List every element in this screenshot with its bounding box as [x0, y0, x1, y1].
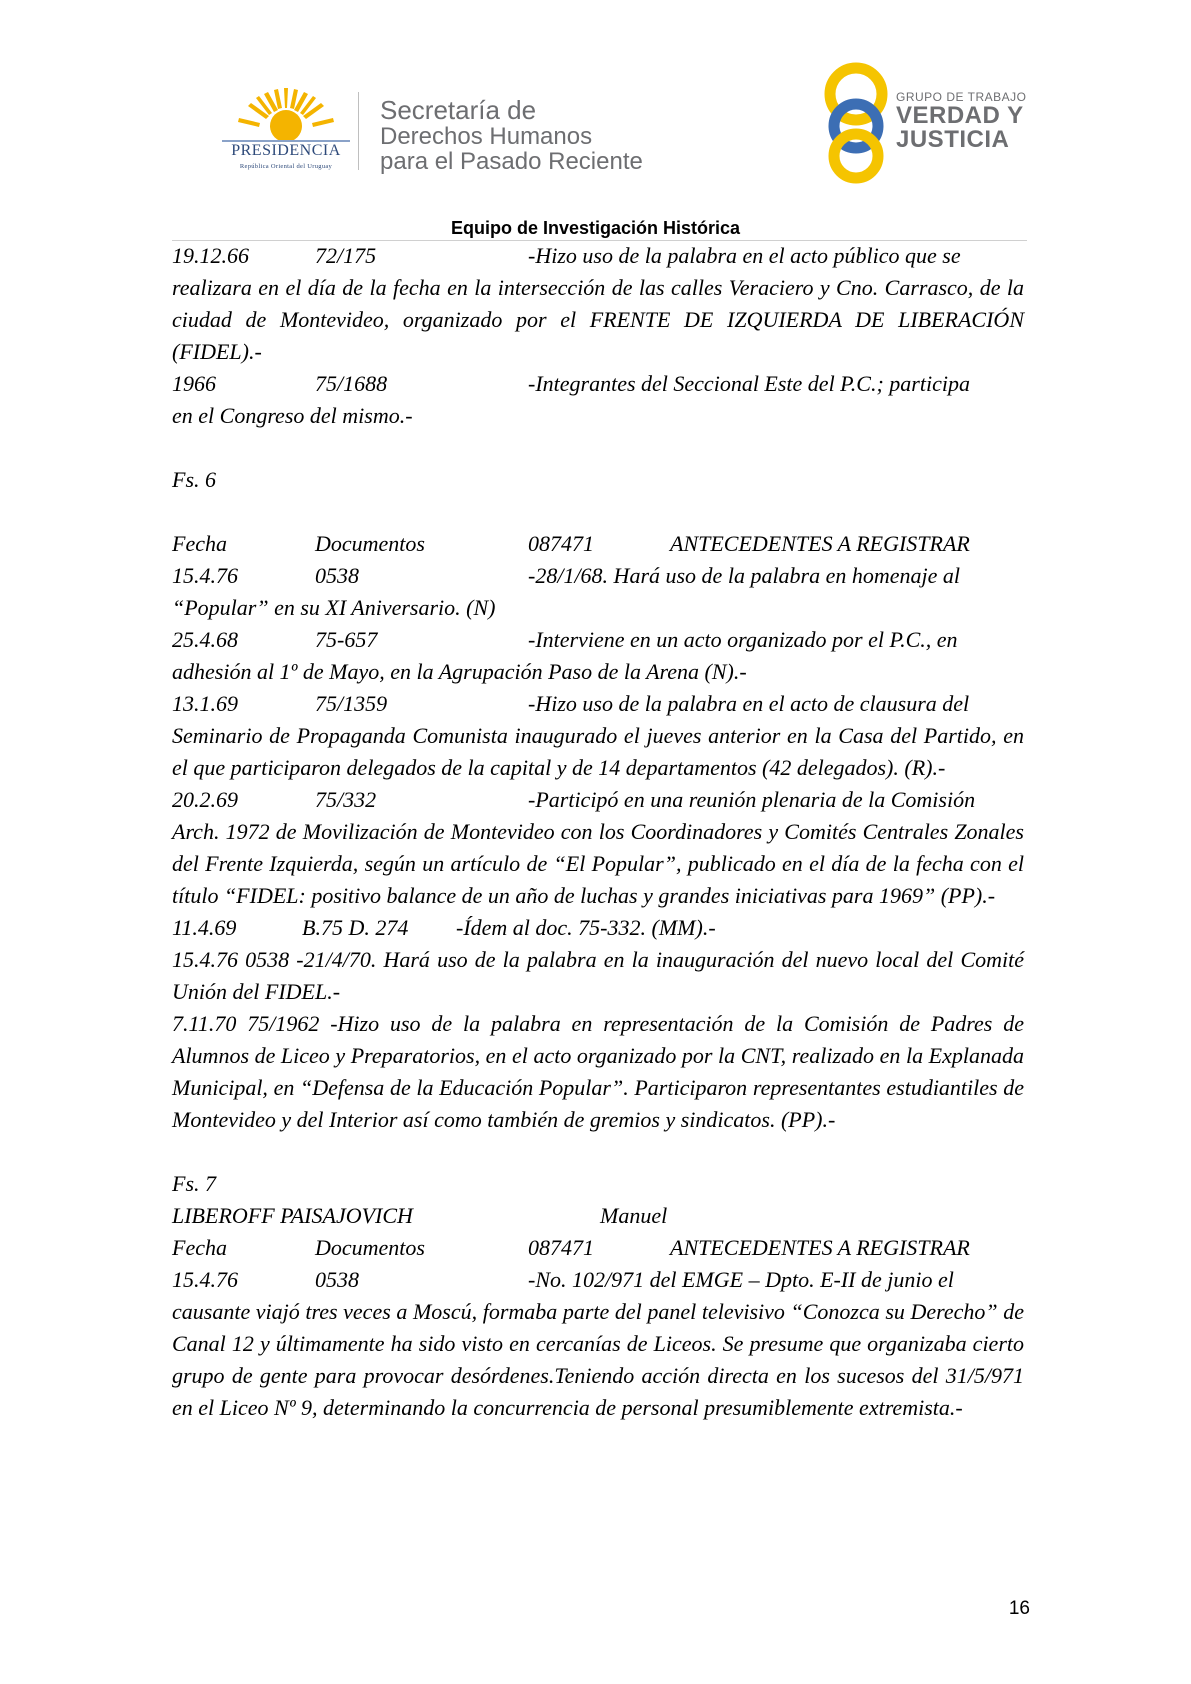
entry-text-start: -No. 102/971 del EMGE – Dpto. E-II de junio el: [528, 1267, 954, 1292]
entry-doc: 75/1688: [315, 371, 388, 396]
header-documentos: Documentos: [315, 531, 425, 556]
entry-row: [172, 912, 1024, 944]
entry-text-continued: “Popular” en su XI Aniversario. (N): [172, 595, 496, 620]
person-surname: LIBEROFF PAISAJOVICH: [172, 1203, 413, 1228]
entry-text-continued: realizara en el día de la fecha en la intersección de las calles Veraciero y Cno. Carrasco, de la ciudad de Montevideo, organizado por el FRENTE DE IZQUIERDA DE LIBERACIÓN (FIDEL).-: [172, 275, 1024, 364]
secretaria-line-2: Derechos Humanos: [380, 123, 593, 150]
entry-doc: 0538: [315, 563, 359, 588]
entry-text-start: -28/1/68. Hará uso de la palabra en homenaje al: [528, 563, 961, 588]
entry-text-start: -Participó en una reunión plenaria de la Comisión: [528, 787, 976, 812]
header-documentos: Documentos: [315, 1235, 425, 1260]
entry-date: 15.4.76: [172, 1267, 238, 1292]
entry-date: 15.4.76: [172, 563, 238, 588]
entry-date: 25.4.68: [172, 627, 238, 652]
header-antecedentes: ANTECEDENTES A REGISTRAR: [670, 1235, 970, 1260]
header-number: 087471: [528, 531, 594, 556]
entry-paragraph: 15.4.76 0538 -21/4/70. Hará uso de la palabra en la inauguración del nuevo local del Comité Unión del FIDEL.-: [172, 947, 1024, 1004]
folio-label: Fs. 6: [172, 467, 216, 492]
secretaria-line-3: para el Pasado Reciente: [380, 148, 643, 175]
entry-text-continued: Arch. 1972 de Movilización de Montevideo con los Coordinadores y Comités Centrales Zonales del Frente Izquierda, según un artículo de “El Popular”, publicado en el día de la fecha con el título “FIDEL: positivo balance de un año de luchas y grandes iniciativas para 1969” (PP).-: [172, 819, 1024, 908]
entry-row: [172, 1264, 1024, 1296]
person-name-row: [172, 1200, 1024, 1232]
entry-text-continued: adhesión al 1º de Mayo, en la Agrupación Paso de la Arena (N).-: [172, 659, 747, 684]
entry-row: [172, 240, 1024, 272]
entry-text-continued: causante viajó tres veces a Moscú, formaba parte del panel televisivo “Conozca su Derecho” de Canal 12 y últimamente ha sido visto en cercanías de Liceos. Se presume que organizaba cierto grupo de gente para provocar desórdenes.Teniendo acción directa en los sucesos del 31/5/971 en el Liceo Nº 9, determinando la concurrencia de personal presumiblemente extremista.-: [172, 1299, 1024, 1420]
entry-doc: 75/332: [315, 787, 377, 812]
entry-row: [172, 560, 1024, 592]
presidencia-logo: [212, 86, 360, 176]
entry-text-start: -Interviene en un acto organizado por el P.C., en: [528, 627, 958, 652]
header-number: 087471: [528, 1235, 594, 1260]
entry-doc: 75-657: [315, 627, 378, 652]
entry-text-start: -Integrantes del Seccional Este del P.C.; participa: [528, 371, 970, 396]
justicia-label: JUSTICIA: [896, 126, 1010, 153]
page-header: [0, 0, 1191, 238]
header-divider: [358, 92, 359, 170]
entry-date: 1966: [172, 371, 216, 396]
person-firstname: Manuel: [600, 1203, 668, 1228]
secretaria-logo-text: [380, 96, 643, 175]
header-antecedentes: ANTECEDENTES A REGISTRAR: [670, 531, 970, 556]
verdad-justicia-text: [896, 90, 1026, 152]
header-fecha: Fecha: [172, 1235, 227, 1260]
entry-text-continued: Seminario de Propaganda Comunista inaugurado el jueves anterior en la Casa del Partido, en el que participaron delegados de la capital y de 14 departamentos (42 delegados). (R).-: [172, 723, 1024, 780]
entry-row: [172, 624, 1024, 656]
presidencia-label: PRESIDENCIA: [231, 142, 341, 159]
entry-row: [172, 688, 1024, 720]
entry-date: 19.12.66: [172, 243, 249, 268]
document-body: [172, 240, 1024, 1424]
entry-text-start: -Ídem al doc. 75-332. (MM).-: [456, 915, 716, 940]
secretaria-line-1: Secretaría de: [380, 95, 537, 125]
entry-doc: B.75 D. 274: [302, 915, 409, 940]
table-header-row: [172, 528, 1024, 560]
entry-doc: 0538: [315, 1267, 359, 1292]
grupo-de-trabajo-label: GRUPO DE TRABAJO: [896, 90, 1027, 104]
entry-date: 13.1.69: [172, 691, 238, 716]
header-fecha: Fecha: [172, 531, 227, 556]
entry-text-start: -Hizo uso de la palabra en el acto de clausura del: [528, 691, 970, 716]
entry-text-continued: en el Congreso del mismo.-: [172, 403, 413, 428]
entry-doc: 72/175: [315, 243, 377, 268]
entry-doc: 75/1359: [315, 691, 388, 716]
page-number: 16: [1008, 1598, 1030, 1619]
presidencia-sublabel: República Oriental del Uruguay: [239, 163, 333, 170]
entry-paragraph: 7.11.70 75/1962 -Hizo uso de la palabra en representación de la Comisión de Padres de Alumnos de Liceo y Preparatorios, en el acto organizado por la CNT, realizado en la Explanada Municipal, en “Defensa de la Educación Popular”. Participaron representantes estudiantiles de Montevideo y del Interior así como también de gremios y sindicatos. (PP).-: [172, 1011, 1024, 1132]
entry-date: 11.4.69: [172, 915, 237, 940]
table-header-row: [172, 1232, 1024, 1264]
entry-date: 20.2.69: [172, 787, 238, 812]
entry-row: [172, 784, 1024, 816]
entry-row: [172, 368, 1024, 400]
entry-text-start: -Hizo uso de la palabra en el acto público que se: [528, 243, 961, 268]
verdad-label: VERDAD Y: [896, 102, 1024, 129]
equipo-heading: Equipo de Investigación Histórica: [450, 218, 741, 238]
sun-icon: [212, 86, 360, 146]
folio-label: Fs. 7: [172, 1171, 216, 1196]
